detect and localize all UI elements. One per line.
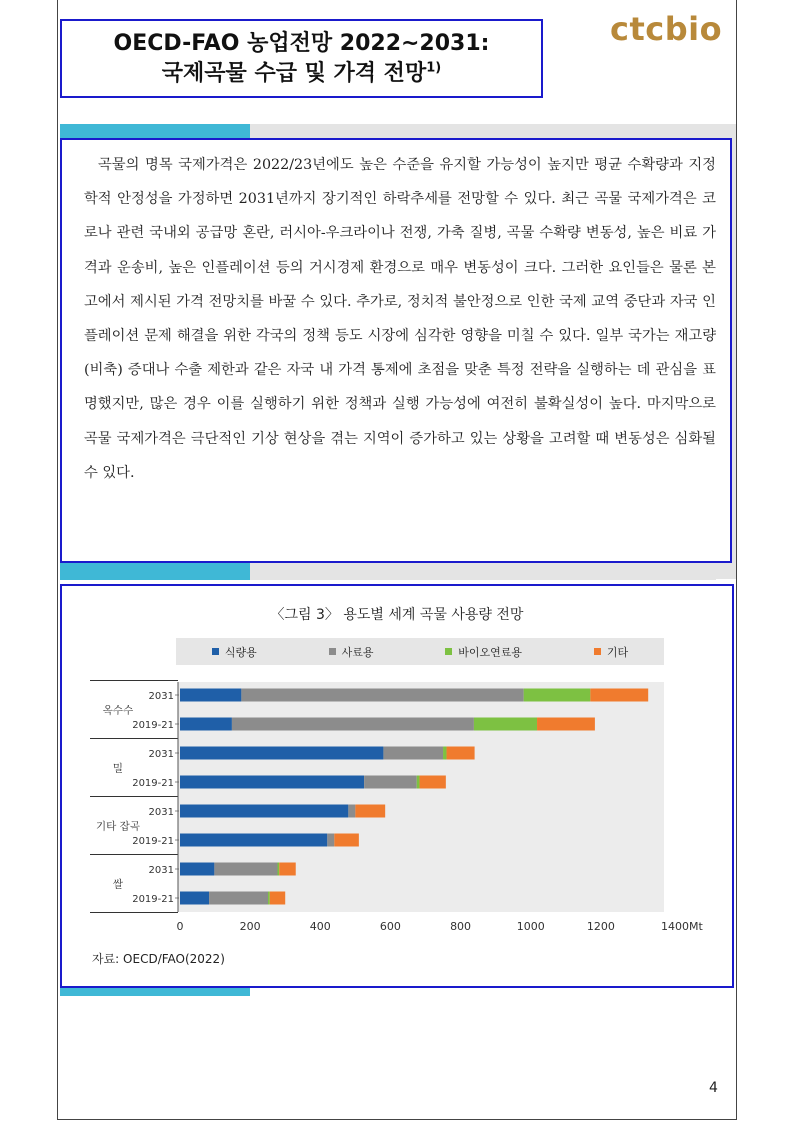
x-tick-label-2: 400	[309, 920, 331, 933]
title-footnote: 1)	[426, 60, 442, 76]
bar-2-series-3	[447, 747, 475, 760]
group-label-2: 기타 잡곡	[96, 820, 140, 833]
x-tick-label-3: 600	[379, 920, 401, 933]
page-title-line2-text: 국제곡물 수급 및 가격 전망	[161, 60, 427, 86]
bar-2-series-1	[383, 747, 443, 760]
row-label-3: 2019-21	[132, 778, 174, 789]
bar-6-series-3	[279, 863, 295, 876]
x-tick-label-5: 1000	[516, 920, 545, 933]
bar-4-series-1	[348, 805, 355, 818]
bar-3-series-3	[420, 776, 446, 789]
bar-0-series-0	[180, 689, 241, 702]
bar-3-series-2	[417, 776, 420, 789]
row-label-0: 2031	[148, 691, 174, 702]
bar-1-series-1	[232, 718, 474, 731]
bar-2-series-0	[180, 747, 383, 760]
decor-bar-cyan-bottom	[60, 988, 250, 996]
title-box	[60, 19, 543, 98]
decor-bar-cyan-mid	[60, 563, 250, 580]
bar-4-series-3	[355, 805, 385, 818]
bar-5-series-1	[327, 834, 334, 847]
row-label-2: 2031	[148, 749, 174, 760]
bar-5-series-0	[180, 834, 327, 847]
bar-3-series-0	[180, 776, 364, 789]
x-tick-label-7: 1400Mt	[661, 920, 703, 933]
bar-1-series-0	[180, 718, 232, 731]
row-label-6: 2031	[148, 865, 174, 876]
legend-label-other: 기타	[606, 645, 629, 659]
bar-7-series-2	[268, 892, 270, 905]
bar-0-series-3	[590, 689, 648, 702]
bar-7-series-0	[180, 892, 209, 905]
bar-5-series-3	[334, 834, 359, 847]
page-number: 4	[709, 1080, 718, 1096]
bar-6-series-0	[180, 863, 214, 876]
bar-0-series-1	[241, 689, 523, 702]
page-title-line2	[162, 59, 441, 89]
figure-source: 자료: OECD/FAO(2022)	[92, 952, 225, 966]
usage-chart	[62, 586, 732, 986]
bar-6-series-1	[214, 863, 277, 876]
bar-6-series-2	[277, 863, 279, 876]
decor-bar-gray-mid	[250, 563, 716, 580]
row-label-7: 2019-21	[132, 894, 174, 905]
x-tick-label-0: 0	[176, 920, 184, 933]
bar-7-series-1	[209, 892, 268, 905]
decor-bar-gray-top	[250, 124, 716, 138]
legend-label-feed: 사료용	[341, 645, 374, 659]
decor-bar-cyan-top	[60, 124, 250, 138]
chart-plot-area	[178, 682, 664, 912]
bar-7-series-3	[270, 892, 285, 905]
summary-text-box	[60, 138, 732, 563]
x-tick-label-1: 200	[239, 920, 261, 933]
x-tick-label-6: 1200	[586, 920, 615, 933]
legend-label-biofuel: 바이오연료용	[458, 645, 523, 659]
bar-2-series-2	[443, 747, 447, 760]
x-tick-label-4: 800	[450, 920, 472, 933]
summary-paragraph: 곡물의 명목 국제가격은 2022/23년에도 높은 수준을 유지할 가능성이 높지만 평균 수확량과 지정학적 안정성을 가정하면 2031년까지 장기적인 하락추세를 전망할 수 있다. 최근 곡물 국제가격은 코로나 관련 국내외 공급망 혼란, 러시아-우크라이나 전쟁, 가축 질병, 곡물 수확량 변동성, 높은 비료 가격과 운송비, 높은 인플레이션 등의 거시경제 환경으로 매우 변동성이 크다. 그러한 요인들은 물론 본 고에서 제시된 가격 전망치를 바꿀 수 있다. 추가로, 정치적 불안정으로 인한 국제 교역 중단과 자국 인플레이션 문제 해결을 위한 각국의 정책 등도 시장에 심각한 영향을 미칠 수 있다. 일부 국가는 재고량(비축) 증대나 수출 제한과 같은 자국 내 가격 통제에 초점을 맞춘 특정 전략을 실행하는 데 관심을 표명했지만, 많은 경우 이를 실행하기 위한 정책과 실행 가능성에 여전히 불확실성이 높다. 마지막으로 곡물 국제가격은 극단적인 기상 현상을 겪는 지역이 증가하고 있는 상황을 고려할 때 변동성은 심화될 수 있다.	[84, 157, 716, 481]
chart-title: 〈그림 3〉 용도별 세계 곡물 사용량 전망	[270, 607, 524, 623]
bar-1-series-2	[474, 718, 537, 731]
group-label-1: 밀	[112, 762, 124, 775]
group-label-0: 옥수수	[102, 704, 134, 717]
page-title-line1: OECD-FAO 농업전망 2022~2031:	[113, 30, 490, 56]
bar-0-series-2	[524, 689, 591, 702]
row-label-4: 2031	[148, 807, 174, 818]
ctcbio-logo: ctcbio	[610, 10, 723, 48]
row-label-5: 2019-21	[132, 836, 174, 847]
bar-4-series-0	[180, 805, 348, 818]
group-label-3: 쌀	[112, 878, 124, 891]
figure-box	[60, 584, 734, 988]
bar-1-series-3	[537, 718, 595, 731]
row-label-1: 2019-21	[132, 720, 174, 731]
bar-3-series-1	[364, 776, 417, 789]
legend-label-food: 식량용	[224, 645, 257, 659]
